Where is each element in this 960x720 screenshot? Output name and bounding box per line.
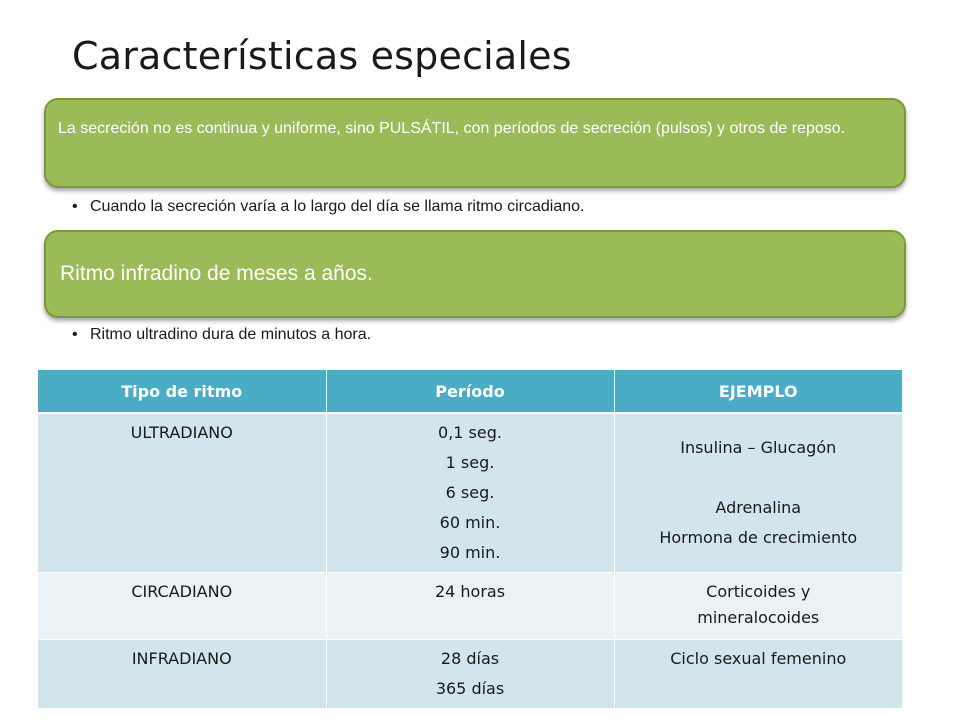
periodo-value: 28 días: [440, 649, 500, 668]
rhythm-table: [38, 370, 902, 709]
ejemplo-value: Corticoides y: [706, 582, 811, 601]
table-row: [38, 573, 902, 640]
bullet-dot-icon: •: [72, 198, 78, 215]
infradian-text: Ritmo infradino de meses a años.: [60, 262, 373, 285]
bullet-dot-icon: •: [72, 326, 78, 343]
pulsatile-secretion-box: [44, 98, 906, 188]
cell-periodo: [326, 573, 614, 640]
periodo-value: 90 min.: [439, 543, 501, 562]
header-ejemplo: EJEMPLO: [614, 370, 902, 413]
periodo-value: 6 seg.: [445, 483, 495, 502]
ejemplo-value: Hormona de crecimiento: [659, 528, 858, 547]
bullet-circadian-text: Cuando la secreción varía a lo largo del día se llama ritmo circadiano.: [90, 198, 585, 215]
table-row: [38, 413, 902, 573]
header-tipo: Tipo de ritmo: [38, 370, 326, 413]
bullet-ultradian-text: Ritmo ultradino dura de minutos a hora.: [90, 326, 372, 343]
pulsatile-secretion-text: La secreción no es continua y uniforme, sino PULSÁTIL, con períodos de secreción (pulsos) y otros de reposo.: [58, 120, 846, 137]
infradian-box: [44, 230, 906, 318]
cell-ejemplo: [614, 413, 902, 573]
ejemplo-value: Ciclo sexual femenino: [670, 649, 847, 668]
periodo-value: 1 seg.: [445, 453, 495, 472]
periodo-value: 0,1 seg.: [438, 423, 502, 442]
table-row: [38, 640, 902, 709]
bullet-ultradian: [72, 326, 371, 344]
cell-ejemplo: [614, 640, 902, 709]
periodo-value: 365 días: [435, 679, 505, 698]
header-periodo: Período: [326, 370, 614, 413]
cell-tipo: ULTRADIANO: [38, 413, 326, 573]
slide-title: Características especiales: [72, 34, 572, 78]
cell-tipo: CIRCADIANO: [38, 573, 326, 640]
periodo-value: 24 horas: [434, 582, 506, 601]
spacer: [619, 463, 899, 493]
ejemplo-value: mineralocoides: [697, 608, 820, 627]
cell-ejemplo: [614, 573, 902, 640]
ejemplo-value: Insulina – Glucagón: [680, 438, 837, 457]
cell-periodo: [326, 413, 614, 573]
bullet-circadian: [72, 198, 584, 216]
table-header-row: [38, 370, 902, 413]
cell-periodo: [326, 640, 614, 709]
cell-tipo: INFRADIANO: [38, 640, 326, 709]
periodo-value: 60 min.: [439, 513, 501, 532]
ejemplo-value: Adrenalina: [715, 498, 802, 517]
